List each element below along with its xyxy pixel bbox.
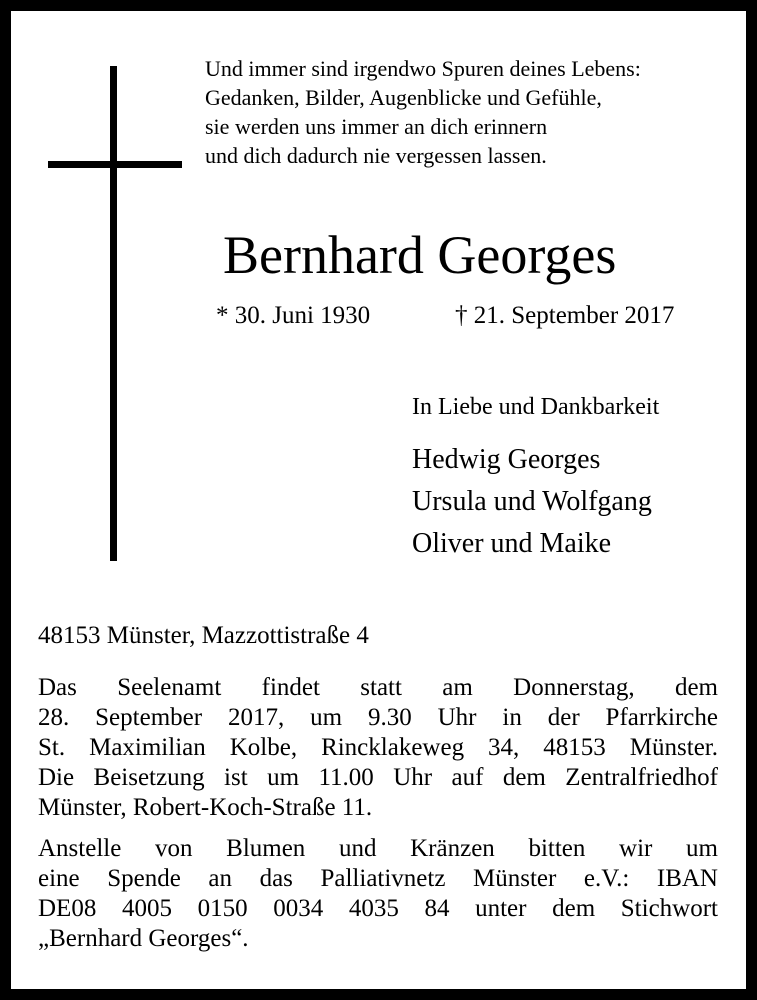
birth-date: * 30. Juni 1930: [216, 302, 371, 329]
memorial-poem: [205, 54, 641, 170]
death-date: † 21. September 2017: [455, 302, 675, 329]
service-line: Münster, Robert-Koch-Straße 11.: [38, 794, 373, 821]
family-address: 48153 Münster, Mazzottistraße 4: [38, 622, 369, 649]
dedication-line: In Liebe und Dankbarkeit: [412, 394, 660, 420]
service-line: Das Seelenamt findet statt am Donnerstag, dem: [38, 674, 718, 701]
donation-line: DE08 4005 0150 0034 4035 84 unter dem Stichwort: [38, 895, 718, 922]
cross-horizontal-bar: [48, 161, 182, 168]
mourner-name: Ursula und Wolfgang: [412, 486, 652, 517]
donation-line: Anstelle von Blumen und Kränzen bitten wir um: [38, 835, 718, 862]
poem-line: sie werden uns immer an dich erinnern: [205, 114, 548, 139]
mourners-list: [412, 439, 652, 565]
cross-vertical-bar: [110, 66, 117, 561]
service-line: St. Maximilian Kolbe, Rincklakeweg 34, 48153 Münster.: [38, 734, 718, 761]
service-line: 28. September 2017, um 9.30 Uhr in der Pfarrkirche: [38, 704, 718, 731]
deceased-name: Bernhard Georges: [223, 225, 617, 285]
poem-line: und dich dadurch nie vergessen lassen.: [205, 143, 547, 168]
poem-line: Und immer sind irgendwo Spuren deines Lebens:: [205, 56, 641, 81]
poem-line: Gedanken, Bilder, Augenblicke und Gefühle,: [205, 85, 602, 110]
donation-line: „Bernhard Georges“.: [38, 925, 249, 952]
donation-line: eine Spende an das Palliativnetz Münster e.V.: IBAN: [38, 865, 718, 892]
mourner-name: Hedwig Georges: [412, 444, 601, 475]
service-line: Die Beisetzung ist um 11.00 Uhr auf dem Zentralfriedhof: [38, 764, 718, 791]
mourner-name: Oliver und Maike: [412, 528, 612, 559]
donation-request: [38, 834, 718, 954]
service-announcement: [38, 673, 718, 823]
